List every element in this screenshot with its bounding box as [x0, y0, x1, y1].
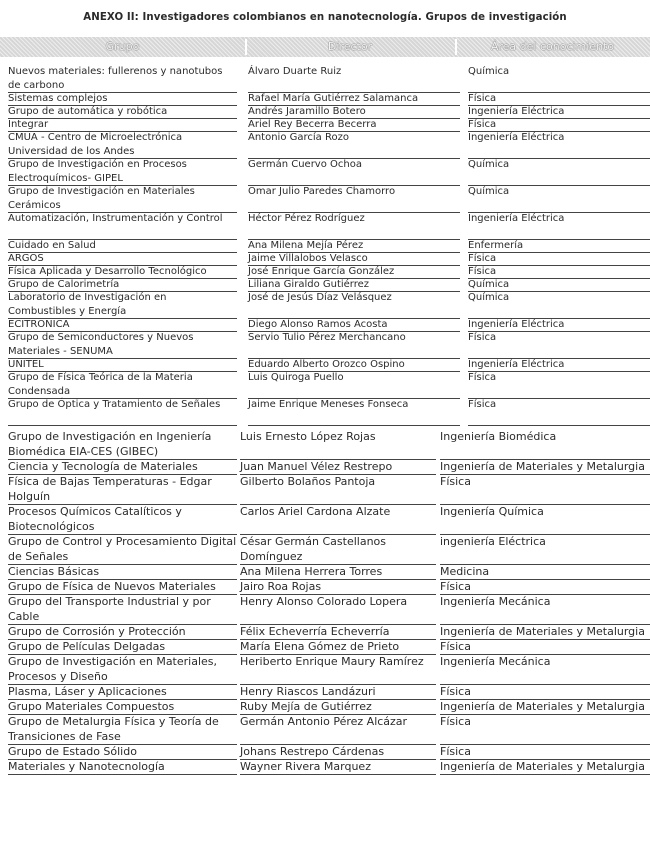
cell-director: Gilberto Bolaños Pantoja — [240, 475, 376, 488]
cell-grupo: Grupo de Películas Delgadas — [8, 640, 166, 653]
cell-director: María Elena Gómez de Prieto — [240, 640, 400, 653]
cell-grupo: Física de Bajas Temperaturas - Edgar Holguín — [8, 475, 212, 503]
cell-director: Eduardo Alberto Orozco Ospino — [248, 359, 405, 370]
cell-grupo: Grupo de Semiconductores y Nuevos Materiales - SENUMA — [8, 332, 194, 357]
table-row — [8, 105, 650, 118]
table-row — [8, 654, 650, 684]
table-row — [8, 158, 650, 185]
table-row — [8, 699, 650, 714]
table-row — [8, 278, 650, 291]
cell-director: José Enrique García González — [248, 266, 395, 277]
row-rule — [8, 774, 237, 775]
cell-director: Germán Cuervo Ochoa — [248, 159, 362, 170]
cell-area: Ingeniería de Materiales y Metalurgia — [440, 625, 645, 638]
cell-director: Johans Restrepo Cárdenas — [240, 745, 385, 758]
table-row — [8, 331, 650, 358]
cell-grupo: Grupo de Óptica y Tratamiento de Señales — [8, 399, 221, 410]
cell-grupo: Procesos Químicos Catalíticos y Biotecnológicos — [8, 505, 182, 533]
cell-director: Henry Alonso Colorado Lopera — [240, 595, 408, 608]
cell-director: Ana Milena Herrera Torres — [240, 565, 383, 578]
table-row — [8, 534, 650, 564]
cell-grupo: ECITRONICA — [8, 319, 70, 330]
cell-area: Física — [468, 399, 497, 410]
cell-area: ingeniería Eléctrica — [440, 535, 546, 548]
cell-director: Heriberto Enrique Maury Ramírez — [240, 655, 424, 668]
table-row — [8, 639, 650, 654]
table-row — [8, 564, 650, 579]
table-row — [8, 212, 650, 239]
table-row — [8, 744, 650, 759]
table-row — [8, 594, 650, 624]
cell-director: Álvaro Duarte Ruiz — [248, 66, 342, 77]
cell-director: Jaime Enrique Meneses Fonseca — [248, 399, 409, 410]
table-row — [8, 474, 650, 504]
cell-director: Ariel Rey Becerra Becerra — [248, 119, 377, 130]
cell-area: Ingeniería Eléctrica — [468, 319, 565, 330]
cell-grupo: Ciencia y Tecnología de Materiales — [8, 460, 198, 473]
table-row — [8, 318, 650, 331]
table-row — [8, 579, 650, 594]
cell-director: Henry Riascos Landázuri — [240, 685, 376, 698]
cell-area: Física — [440, 580, 471, 593]
cell-grupo: Grupo de automática y robótica — [8, 106, 168, 117]
header-grupo: Grupo — [105, 40, 140, 53]
cell-area: Ingeniería Química — [440, 505, 544, 518]
cell-area: Ingeniería Mecánica — [440, 655, 551, 668]
cell-grupo: Laboratorio de Investigación en Combustibles y Energía — [8, 292, 167, 317]
research-groups-table — [8, 65, 650, 774]
cell-grupo: Grupo de Física de Nuevos Materiales — [8, 580, 216, 593]
table-row — [8, 504, 650, 534]
cell-director: Jairo Roa Rojas — [240, 580, 322, 593]
table-row — [8, 185, 650, 212]
table-row — [8, 371, 650, 398]
table-row — [8, 92, 650, 105]
table-row — [8, 65, 650, 92]
cell-area: Ingeniería de Materiales y Metalurgia — [440, 460, 645, 473]
cell-director: Luis Ernesto López Rojas — [240, 430, 376, 443]
cell-grupo: Grupo de Investigación en Materiales, Procesos y Diseño — [8, 655, 218, 683]
cell-grupo: ARGOS — [8, 253, 44, 264]
cell-director: Wayner Rivera Marquez — [240, 760, 371, 773]
cell-grupo: UNITEL — [8, 359, 44, 370]
header-area: Área del conocimiento — [490, 40, 615, 53]
cell-director: Diego Alonso Ramos Acosta — [248, 319, 388, 330]
cell-area: Ingeniería Biomédica — [440, 430, 557, 443]
cell-area: Física — [440, 715, 471, 728]
table-row — [8, 118, 650, 131]
cell-director: Liliana Giraldo Gutiérrez — [248, 279, 370, 290]
cell-grupo: Materiales y Nanotecnología — [8, 760, 165, 773]
table-row — [8, 714, 650, 744]
cell-grupo: Cuidado en Salud — [8, 240, 96, 251]
table-header — [0, 37, 650, 57]
cell-grupo: Ciencias Básicas — [8, 565, 100, 578]
table-row — [8, 759, 650, 774]
page-title: ANEXO II: Investigadores colombianos en nanotecnología. Grupos de investigación — [83, 12, 567, 23]
cell-area: Ingeniería de Materiales y Metalurgia — [440, 760, 645, 773]
cell-grupo: Grupo de Investigación en Materiales Cerámicos — [8, 186, 195, 211]
table-row — [8, 624, 650, 639]
cell-director: Félix Echeverría Echeverría — [240, 625, 390, 638]
cell-area: Física — [440, 685, 471, 698]
cell-grupo: Automatización, Instrumentación y Control — [8, 213, 223, 224]
cell-area: Química — [468, 186, 510, 197]
cell-director: Antonio García Rozo — [248, 132, 349, 143]
cell-director: César Germán Castellanos Domínguez — [240, 535, 387, 563]
cell-grupo: Nuevos materiales: fullerenos y nanotubos de carbono — [8, 66, 223, 91]
table-row — [8, 252, 650, 265]
cell-area: Física — [468, 253, 497, 264]
row-rule — [8, 425, 237, 426]
cell-area: Física — [468, 93, 497, 104]
cell-grupo: Grupo de Investigación en Procesos Electroquímicos- GIPEL — [8, 159, 187, 184]
cell-area: Química — [468, 66, 510, 77]
cell-director: Héctor Pérez Rodríguez — [248, 213, 365, 224]
row-rule — [248, 425, 460, 426]
cell-area: Enfermería — [468, 240, 524, 251]
cell-grupo: Grupo de Calorimetría — [8, 279, 120, 290]
cell-director: Luis Quiroga Puello — [248, 372, 344, 383]
table-row — [8, 358, 650, 371]
cell-grupo: Grupo de Corrosión y Protección — [8, 625, 186, 638]
cell-area: Ingeniería Eléctrica — [468, 359, 565, 370]
table-row — [8, 684, 650, 699]
cell-area: Química — [468, 292, 510, 303]
cell-area: Física — [468, 332, 497, 343]
cell-grupo: Física Aplicada y Desarrollo Tecnológico — [8, 266, 207, 277]
table-row — [8, 459, 650, 474]
cell-area: Física — [440, 475, 471, 488]
cell-director: Ruby Mejía de Gutiérrez — [240, 700, 372, 713]
table-row — [8, 131, 650, 158]
cell-director: Omar Julio Paredes Chamorro — [248, 186, 396, 197]
table-row — [8, 265, 650, 278]
cell-area: Física — [440, 745, 471, 758]
cell-grupo: Integrar — [8, 119, 49, 130]
row-rule — [468, 425, 650, 426]
cell-area: Química — [468, 279, 510, 290]
cell-grupo: Grupo de Investigación en Ingeniería Biomédica EIA-CES (GIBEC) — [8, 430, 212, 458]
cell-director: Carlos Ariel Cardona Alzate — [240, 505, 391, 518]
table-row — [8, 429, 650, 459]
cell-area: Ingeniería Mecánica — [440, 595, 551, 608]
cell-area: Física — [468, 372, 497, 383]
cell-grupo: Grupo de Metalurgia Física y Teoría de Transiciones de Fase — [8, 715, 219, 743]
cell-area: Física — [440, 640, 471, 653]
cell-director: Juan Manuel Vélez Restrepo — [240, 460, 393, 473]
cell-area: Física — [468, 266, 497, 277]
cell-area: Ingeniería Eléctrica — [468, 132, 565, 143]
cell-grupo: Plasma, Láser y Aplicaciones — [8, 685, 167, 698]
table-row — [8, 398, 650, 425]
row-rule — [240, 774, 436, 775]
cell-area: Química — [468, 159, 510, 170]
cell-grupo: Sistemas complejos — [8, 93, 108, 104]
cell-area: Ingeniería de Materiales y Metalurgia — [440, 700, 645, 713]
cell-director: Rafael María Gutiérrez Salamanca — [248, 93, 419, 104]
cell-grupo: CMUA - Centro de Microelectrónica Universidad de los Andes — [8, 132, 183, 157]
cell-grupo: Grupo Materiales Compuestos — [8, 700, 175, 713]
header-director: Director — [327, 40, 373, 53]
cell-director: Ana Milena Mejía Pérez — [248, 240, 364, 251]
cell-director: Servio Tulio Pérez Merchancano — [248, 332, 406, 343]
cell-area: Medicina — [440, 565, 490, 578]
table-row — [8, 239, 650, 252]
cell-director: Germán Antonio Pérez Alcázar — [240, 715, 408, 728]
cell-grupo: Grupo de Estado Sólido — [8, 745, 137, 758]
cell-area: Ingeniería Eléctrica — [468, 213, 565, 224]
table-row — [8, 291, 650, 318]
cell-director: Andrés Jaramillo Botero — [248, 106, 366, 117]
cell-director: José de Jesús Díaz Velásquez — [248, 292, 392, 303]
cell-grupo: Grupo de Control y Procesamiento Digital de Señales — [8, 535, 237, 563]
cell-area: Ingeniería Eléctrica — [468, 106, 565, 117]
row-rule — [440, 774, 650, 775]
cell-grupo: Grupo del Transporte Industrial y por Cable — [8, 595, 211, 623]
cell-director: Jaime Villalobos Velasco — [248, 253, 368, 264]
cell-grupo: Grupo de Física Teórica de la Materia Condensada — [8, 372, 193, 397]
cell-area: Física — [468, 119, 497, 130]
